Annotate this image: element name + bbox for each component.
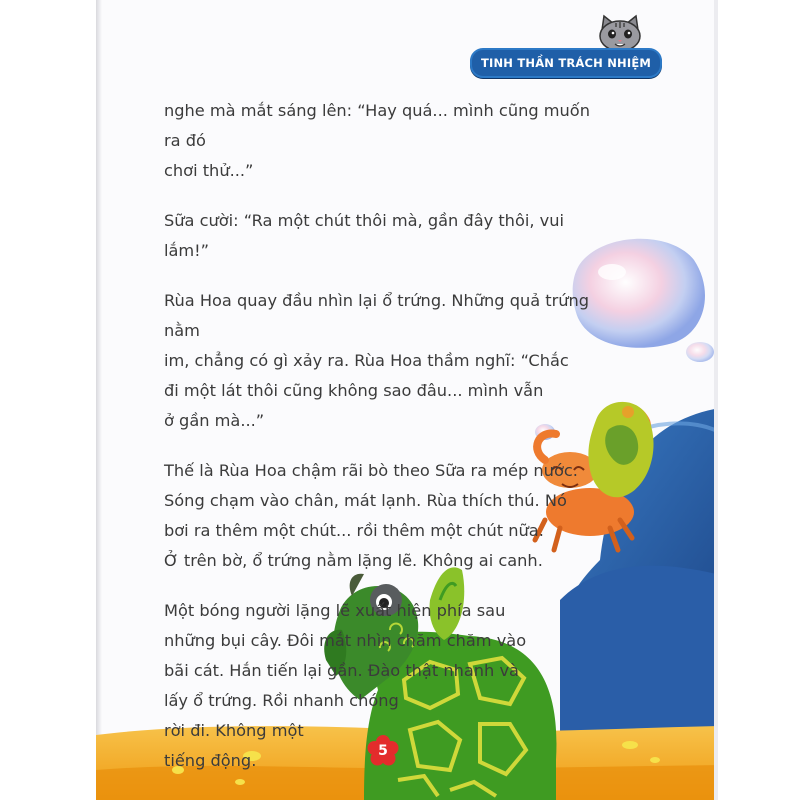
- text-line: im, chẳng có gì xảy ra. Rùa Hoa thầm nghĩ: “Chắc: [164, 351, 569, 370]
- text-line: ở gần mà...”: [164, 411, 265, 430]
- text-line: Một bóng người lặng lẽ xuất hiện phía sau: [164, 601, 506, 620]
- story-paragraph: [164, 456, 596, 576]
- text-line: tiếng động.: [164, 751, 257, 770]
- text-line: Thế là Rùa Hoa chậm rãi bò theo Sữa ra mép nước.: [164, 461, 578, 480]
- story-text: [164, 96, 596, 796]
- text-line: đi một lát thôi cũng không sao đâu... mình vẫn: [164, 381, 544, 400]
- story-paragraph: [164, 96, 596, 186]
- text-line: rời đi. Không một: [164, 721, 304, 740]
- text-line: bãi cát. Hắn tiến lại gần. Đào thật nhanh và: [164, 661, 519, 680]
- chapter-badge: [470, 48, 662, 78]
- text-line: Sữa cười: “Ra một chút thôi mà, gần đây thôi, vui lắm!”: [164, 211, 564, 260]
- text-line: chơi thử...”: [164, 161, 254, 180]
- text-line: nghe mà mắt sáng lên: “Hay quá... mình cũng muốn ra đó: [164, 101, 590, 150]
- text-line: những bụi cây. Đôi mắt nhìn chăm chăm vào: [164, 631, 527, 650]
- text-line: Ở trên bờ, ổ trứng nằm lặng lẽ. Không ai canh.: [164, 551, 543, 570]
- text-line: lấy ổ trứng. Rồi nhanh chóng: [164, 691, 399, 710]
- text-line: bơi ra thêm một chút... rồi thêm một chút nữa.: [164, 521, 544, 540]
- text-line: Rùa Hoa quay đầu nhìn lại ổ trứng. Những quả trứng nằm: [164, 291, 590, 340]
- soap-bubble-small: [686, 342, 714, 362]
- page-number: 5: [378, 743, 388, 759]
- chapter-badge-label: TINH THẦN TRÁCH NHIỆM: [480, 56, 652, 70]
- text-line: Sóng chạm vào chân, mát lạnh. Rùa thích thú. Nó: [164, 491, 567, 510]
- story-paragraph: [164, 286, 596, 436]
- story-paragraph: [164, 206, 596, 266]
